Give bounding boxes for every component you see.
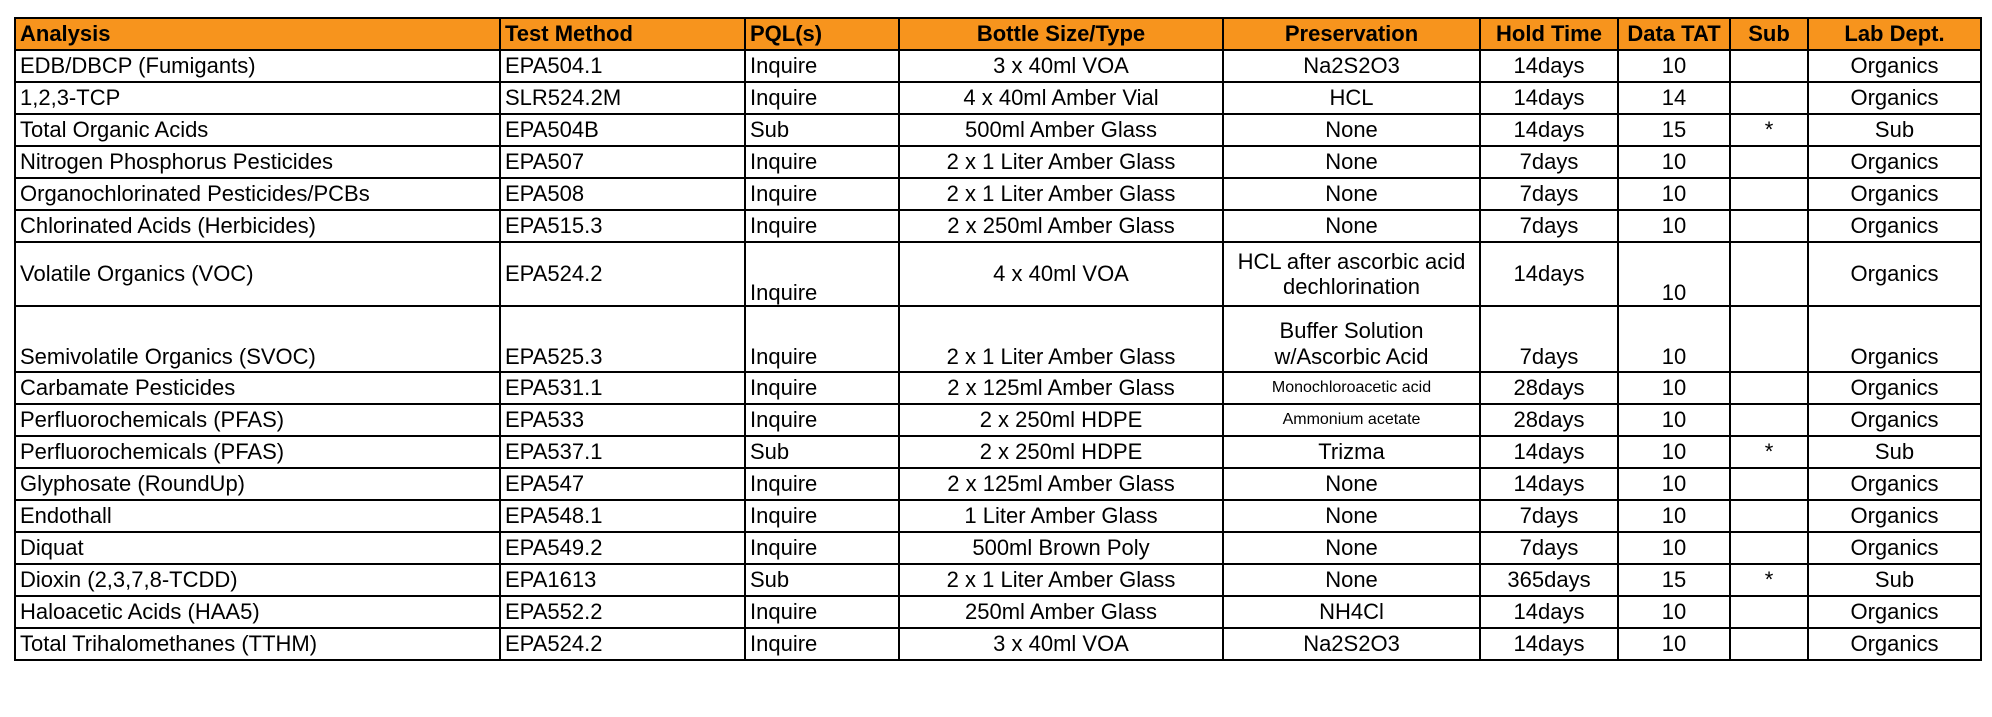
cell-pql: Inquire [745, 628, 899, 660]
table-row [15, 500, 1981, 532]
preservation-line: dechlorination [1283, 274, 1420, 299]
cell-dept: Organics [1808, 50, 1981, 82]
cell-bottle: 2 x 250ml HDPE [899, 436, 1223, 468]
cell-tat: 10 [1618, 50, 1730, 82]
cell-preservation: None [1223, 114, 1480, 146]
cell-preservation: HCL [1223, 82, 1480, 114]
table-row [15, 468, 1981, 500]
cell-tat: 15 [1618, 114, 1730, 146]
header-data-tat: Data TAT [1618, 18, 1730, 50]
cell-preservation: None [1223, 500, 1480, 532]
cell-sub [1730, 532, 1808, 564]
header-lab-dept: Lab Dept. [1808, 18, 1981, 50]
cell-preservation: Monochloroacetic acid [1223, 372, 1480, 404]
cell-hold: 7days [1480, 306, 1618, 372]
cell-method: EPA515.3 [500, 210, 745, 242]
cell-bottle: 2 x 125ml Amber Glass [899, 372, 1223, 404]
cell-sub [1730, 628, 1808, 660]
cell-bottle: 2 x 125ml Amber Glass [899, 468, 1223, 500]
cell-dept: Organics [1808, 532, 1981, 564]
header-row [15, 18, 1981, 50]
cell-tat: 10 [1618, 372, 1730, 404]
cell-pql: Inquire [745, 82, 899, 114]
cell-hold: 7days [1480, 178, 1618, 210]
cell-analysis: Perfluorochemicals (PFAS) [15, 404, 500, 436]
preservation-line: HCL after ascorbic acid [1237, 248, 1466, 274]
cell-sub: * [1730, 114, 1808, 146]
header-bottle: Bottle Size/Type [899, 18, 1223, 50]
cell-dept: Organics [1808, 178, 1981, 210]
cell-bottle: 500ml Brown Poly [899, 532, 1223, 564]
cell-hold: 14days [1480, 436, 1618, 468]
cell-analysis: Carbamate Pesticides [15, 372, 500, 404]
cell-hold: 7days [1480, 500, 1618, 532]
cell-method: EPA548.1 [500, 500, 745, 532]
cell-dept: Organics [1808, 82, 1981, 114]
cell-sub: * [1730, 436, 1808, 468]
cell-pql: Inquire [745, 178, 899, 210]
cell-preservation: None [1223, 468, 1480, 500]
cell-pql: Sub [745, 564, 899, 596]
cell-preservation: Na2S2O3 [1223, 628, 1480, 660]
cell-tat: 10 [1618, 306, 1730, 372]
cell-sub [1730, 178, 1808, 210]
cell-tat: 10 [1618, 178, 1730, 210]
cell-hold: 14days [1480, 114, 1618, 146]
cell-bottle: 4 x 40ml VOA [899, 242, 1223, 306]
analysis-table [14, 17, 1982, 661]
cell-hold: 14days [1480, 242, 1618, 306]
cell-method: EPA552.2 [500, 596, 745, 628]
header-hold-time: Hold Time [1480, 18, 1618, 50]
table-row [15, 210, 1981, 242]
cell-analysis: Perfluorochemicals (PFAS) [15, 436, 500, 468]
cell-bottle: 3 x 40ml VOA [899, 50, 1223, 82]
cell-analysis: Volatile Organics (VOC) [15, 242, 500, 306]
cell-pql: Inquire [745, 242, 899, 306]
cell-tat: 10 [1618, 404, 1730, 436]
cell-sub [1730, 146, 1808, 178]
cell-dept: Sub [1808, 436, 1981, 468]
table-row [15, 178, 1981, 210]
cell-dept: Organics [1808, 210, 1981, 242]
cell-dept: Organics [1808, 306, 1981, 372]
cell-tat: 10 [1618, 436, 1730, 468]
cell-analysis: Nitrogen Phosphorus Pesticides [15, 146, 500, 178]
table-row [15, 242, 1981, 306]
table-row [15, 564, 1981, 596]
cell-tat: 10 [1618, 628, 1730, 660]
cell-preservation: None [1223, 532, 1480, 564]
preservation-line: Buffer Solution [1279, 318, 1424, 344]
cell-sub [1730, 404, 1808, 436]
cell-bottle: 2 x 1 Liter Amber Glass [899, 178, 1223, 210]
table-row [15, 146, 1981, 178]
cell-bottle: 500ml Amber Glass [899, 114, 1223, 146]
cell-analysis: Organochlorinated Pesticides/PCBs [15, 178, 500, 210]
cell-bottle: 4 x 40ml Amber Vial [899, 82, 1223, 114]
header-preservation: Preservation [1223, 18, 1480, 50]
cell-hold: 7days [1480, 210, 1618, 242]
cell-bottle: 3 x 40ml VOA [899, 628, 1223, 660]
cell-pql: Inquire [745, 146, 899, 178]
table-row [15, 372, 1981, 404]
cell-sub [1730, 242, 1808, 306]
table-row [15, 596, 1981, 628]
cell-pql: Inquire [745, 404, 899, 436]
cell-pql: Inquire [745, 500, 899, 532]
cell-pql: Inquire [745, 372, 899, 404]
table-row [15, 628, 1981, 660]
cell-sub [1730, 50, 1808, 82]
cell-tat: 10 [1618, 468, 1730, 500]
cell-method: EPA549.2 [500, 532, 745, 564]
cell-dept: Organics [1808, 404, 1981, 436]
cell-method: EPA525.3 [500, 306, 745, 372]
cell-sub [1730, 306, 1808, 372]
cell-analysis: Dioxin (2,3,7,8-TCDD) [15, 564, 500, 596]
cell-bottle: 2 x 1 Liter Amber Glass [899, 146, 1223, 178]
cell-hold: 14days [1480, 628, 1618, 660]
cell-preservation [1223, 242, 1480, 306]
cell-tat: 10 [1618, 532, 1730, 564]
cell-preservation: None [1223, 564, 1480, 596]
cell-pql: Inquire [745, 532, 899, 564]
cell-sub [1730, 82, 1808, 114]
cell-pql: Inquire [745, 50, 899, 82]
cell-hold: 28days [1480, 404, 1618, 436]
cell-hold: 14days [1480, 82, 1618, 114]
header-test-method: Test Method [500, 18, 745, 50]
cell-pql: Inquire [745, 596, 899, 628]
cell-preservation: Trizma [1223, 436, 1480, 468]
cell-dept: Organics [1808, 372, 1981, 404]
cell-method: EPA547 [500, 468, 745, 500]
preservation-line: w/Ascorbic Acid [1274, 343, 1429, 369]
cell-tat: 10 [1618, 596, 1730, 628]
cell-analysis: Diquat [15, 532, 500, 564]
cell-analysis: Total Trihalomethanes (TTHM) [15, 628, 500, 660]
cell-pql: Inquire [745, 468, 899, 500]
cell-sub [1730, 372, 1808, 404]
cell-bottle: 2 x 1 Liter Amber Glass [899, 306, 1223, 372]
cell-bottle: 2 x 250ml Amber Glass [899, 210, 1223, 242]
cell-dept: Organics [1808, 468, 1981, 500]
cell-hold: 14days [1480, 50, 1618, 82]
cell-method: EPA531.1 [500, 372, 745, 404]
cell-preservation: Na2S2O3 [1223, 50, 1480, 82]
cell-sub [1730, 500, 1808, 532]
cell-sub [1730, 210, 1808, 242]
header-sub: Sub [1730, 18, 1808, 50]
table-row [15, 306, 1981, 372]
cell-method: SLR524.2M [500, 82, 745, 114]
cell-method: EPA504B [500, 114, 745, 146]
cell-hold: 14days [1480, 596, 1618, 628]
table-row [15, 404, 1981, 436]
cell-pql: Sub [745, 436, 899, 468]
cell-hold: 7days [1480, 532, 1618, 564]
cell-analysis: Chlorinated Acids (Herbicides) [15, 210, 500, 242]
cell-hold: 28days [1480, 372, 1618, 404]
cell-hold: 365days [1480, 564, 1618, 596]
cell-pql: Inquire [745, 210, 899, 242]
cell-method: EPA507 [500, 146, 745, 178]
cell-dept: Organics [1808, 242, 1981, 306]
cell-dept: Organics [1808, 596, 1981, 628]
cell-analysis: Glyphosate (RoundUp) [15, 468, 500, 500]
cell-bottle: 2 x 250ml HDPE [899, 404, 1223, 436]
cell-analysis: Endothall [15, 500, 500, 532]
cell-tat: 15 [1618, 564, 1730, 596]
cell-pql: Inquire [745, 306, 899, 372]
cell-analysis: Haloacetic Acids (HAA5) [15, 596, 500, 628]
cell-tat: 14 [1618, 82, 1730, 114]
cell-tat: 10 [1618, 210, 1730, 242]
cell-dept: Organics [1808, 628, 1981, 660]
cell-sub: * [1730, 564, 1808, 596]
cell-preservation: None [1223, 178, 1480, 210]
cell-method: EPA1613 [500, 564, 745, 596]
table-row [15, 114, 1981, 146]
cell-method: EPA504.1 [500, 50, 745, 82]
cell-preservation: Ammonium acetate [1223, 404, 1480, 436]
table-row [15, 82, 1981, 114]
cell-hold: 7days [1480, 146, 1618, 178]
cell-tat: 10 [1618, 146, 1730, 178]
table-row [15, 532, 1981, 564]
cell-dept: Sub [1808, 114, 1981, 146]
cell-preservation: None [1223, 146, 1480, 178]
cell-dept: Organics [1808, 146, 1981, 178]
cell-preservation: NH4Cl [1223, 596, 1480, 628]
table-row [15, 50, 1981, 82]
cell-pql: Sub [745, 114, 899, 146]
table-row [15, 436, 1981, 468]
cell-preservation [1223, 306, 1480, 372]
cell-dept: Sub [1808, 564, 1981, 596]
cell-preservation: None [1223, 210, 1480, 242]
cell-dept: Organics [1808, 500, 1981, 532]
cell-analysis: EDB/DBCP (Fumigants) [15, 50, 500, 82]
cell-analysis: 1,2,3-TCP [15, 82, 500, 114]
cell-method: EPA524.2 [500, 628, 745, 660]
header-pql: PQL(s) [745, 18, 899, 50]
cell-method: EPA508 [500, 178, 745, 210]
header-analysis: Analysis [15, 18, 500, 50]
cell-bottle: 2 x 1 Liter Amber Glass [899, 564, 1223, 596]
cell-method: EPA533 [500, 404, 745, 436]
cell-bottle: 1 Liter Amber Glass [899, 500, 1223, 532]
cell-method: EPA537.1 [500, 436, 745, 468]
cell-tat: 10 [1618, 500, 1730, 532]
cell-sub [1730, 596, 1808, 628]
cell-hold: 14days [1480, 468, 1618, 500]
cell-analysis: Semivolatile Organics (SVOC) [15, 306, 500, 372]
cell-sub [1730, 468, 1808, 500]
cell-method: EPA524.2 [500, 242, 745, 306]
cell-bottle: 250ml Amber Glass [899, 596, 1223, 628]
cell-tat: 10 [1618, 242, 1730, 306]
cell-analysis: Total Organic Acids [15, 114, 500, 146]
